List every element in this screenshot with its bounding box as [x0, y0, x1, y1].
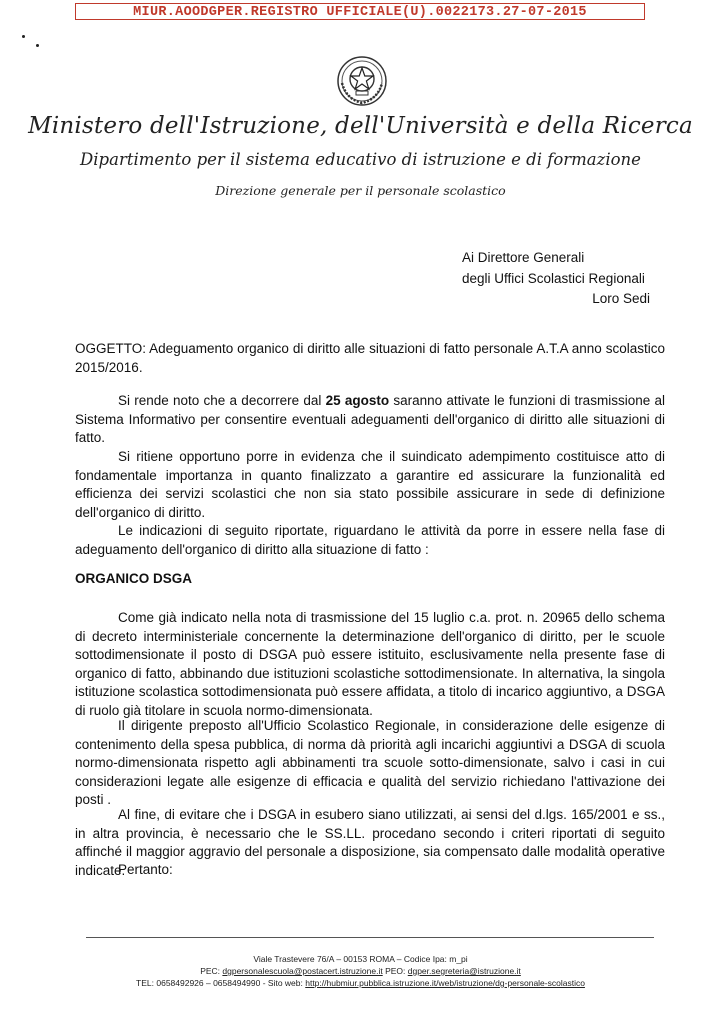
footer-label: PEO:: [382, 966, 408, 976]
paragraph: Si ritiene opportuno porre in evidenza che il suindicato adempimento costituisce atto di fondamentale importanza in quanto finalizzato a garantire ed assicurare la funzionalità ed efficienza dei servizi scolastici che non sia stato possibile assicurare in sede di definizione dell'organico di diritto.: [75, 449, 665, 520]
recipient-line: Ai Direttore Generali: [462, 250, 585, 265]
recipient-block: [462, 248, 650, 310]
directorate-title: Direzione generale per il personale scolastico: [215, 183, 506, 198]
paragraph: Il dirigente preposto all'Ufficio Scolastico Regionale, in considerazione delle esigenze di contenimento della spesa pubblica, di norma dà priorità agli incarichi aggiuntivi a DSGA di scuola normo-dimensionata rispetto agli abbinamenti tra scuole sotto-dimensionate, salvo i casi in cui considerazioni legate alle esigenze di efficacia e qualità del servizio richiedano l'attivazione dei posti .: [75, 718, 665, 808]
recipient-line: degli Uffici Scolastici Regionali: [462, 270, 645, 286]
footer-phone-web: [0, 977, 721, 989]
paragraph-date: 25 agosto: [325, 393, 390, 408]
footer-contacts: [0, 965, 721, 977]
section-heading: ORGANICO DSGA: [75, 571, 193, 586]
paragraph: Come già indicato nella nota di trasmissione del 15 luglio c.a. prot. n. 20965 dello schema di decreto interministeriale concernente la determinazione dell'organico di diritto, per le scuole sottodimensionate il posto di DSGA può essere istituito, esclusivamente nella presente fase di organico di fatto, abbinando due istituzioni scolastiche sottodimensionate. In alternativa, la singola istituzione scolastica sottodimensionata può essere affidata, a titolo di incarico aggiuntivo, a DSGA di ruolo già titolare in scuola normo-dimensionata.: [75, 610, 665, 718]
paragraph: Le indicazioni di seguito riportate, riguardano le attività da porre in essere nella fase di adeguamento dell'organico di diritto alla situazione di fatto :: [75, 523, 665, 557]
website-link[interactable]: http://hubmiur.pubblica.istruzione.it/web/istruzione/dg-personale-scolastico: [305, 978, 585, 988]
protocol-stamp: MIUR.AOODGPER.REGISTRO UFFICIALE(U).0022173.27-07-2015: [75, 3, 645, 20]
footer-label: PEC:: [200, 966, 223, 976]
department-title: Dipartimento per il sistema educativo di istruzione e di formazione: [80, 150, 641, 169]
pec-email-link[interactable]: dgpersonalescuola@postacert.istruzione.it: [222, 966, 383, 976]
paragraph: Pertanto:: [118, 862, 173, 877]
scan-speck: [36, 44, 39, 47]
republic-emblem-icon: [336, 55, 388, 107]
ministry-title: Ministero dell'Istruzione, dell'Università e della Ricerca: [28, 113, 693, 139]
scan-speck: [22, 35, 25, 38]
peo-email-link[interactable]: dgper.segreteria@istruzione.it: [407, 966, 521, 976]
paragraph-text: Si rende noto che a decorrere dal: [118, 393, 326, 408]
footer-label: TEL: 0658492926 – 0658494990 - Sito web:: [136, 978, 306, 988]
recipient-line: Loro Sedi: [592, 291, 650, 306]
paragraph: [75, 392, 665, 448]
paragraph: Al fine, di evitare che i DSGA in esubero siano utilizzati, ai sensi del d.lgs. 165/2001 e ss., in altra provincia, è necessario che le SS.LL. procedano secondo i criteri riportati di seguito affinché il maggior aggravio del personale a disposizione, sia compensato dalle modalità operative indicate.: [75, 807, 665, 878]
paragraph-text: saranno attivate le funzioni di trasmissione al Sistema Informativo per consentire eventuali adeguamenti dell'organico di diritto alle situazioni di fatto.: [75, 393, 665, 446]
subject-line: OGGETTO: Adeguamento organico di diritto alle situazioni di fatto personale A.T.A anno scolastico 2015/2016.: [75, 341, 665, 375]
footer-address: Viale Trastevere 76/A – 00153 ROMA – Codice Ipa: m_pi: [253, 954, 468, 964]
footer-divider: [86, 937, 654, 938]
